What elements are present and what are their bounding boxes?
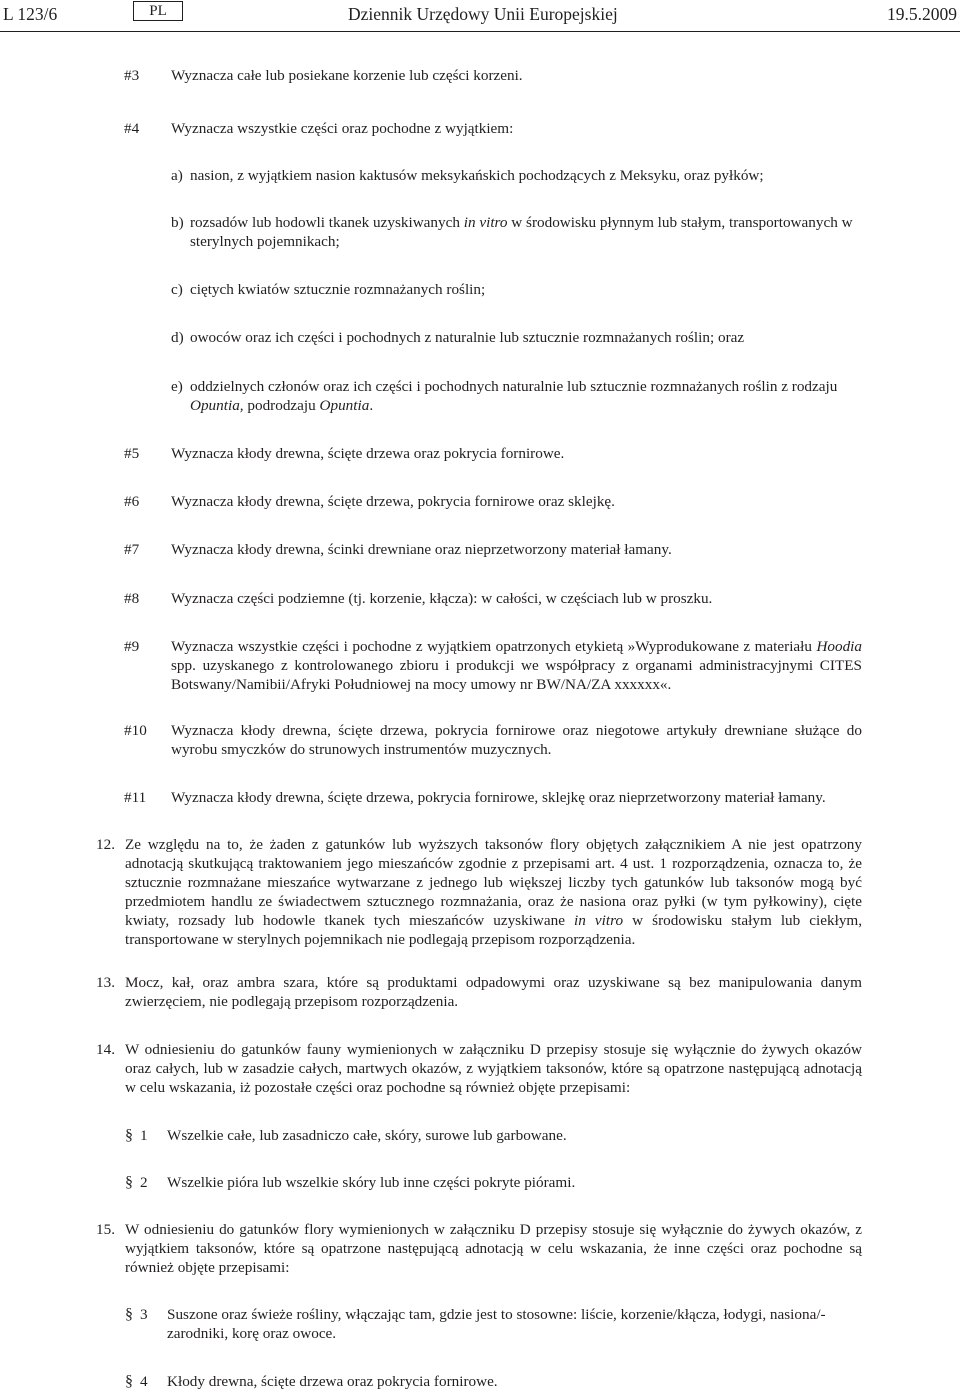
section-symbol: § [125,1373,133,1390]
section-number: 1 [140,1127,148,1144]
section-number: 2 [140,1174,148,1191]
sub-item-label: d) [171,329,184,346]
annotation-code: #5 [124,445,140,462]
paragraph-text: Ze względu na to, że żaden z gatunków lub wyższych taksonów flory objętych załącznikiem A nie jest opatrzony adnotacją skutkującą traktowaniem jego mieszańców zgodnie z przepisami art. 4 ust. 1 rozporządzenia, oznacza to, że sztucznie rozmnażane mieszańce wytwarzane z jednego lub większej liczby tych gatunków lub taksonów mogą być przedmiotem handlu ze świadectwem sztucznego rozmnażania, oraz że nasiona oraz pyłki (w tym pyłkowiny), cięte kwiaty, rozsady lub hodowle tkanek tych mieszańców uzyskiwane in vitro w środowisku stałym lub ciekłym, transportowane w sterylnych pojemnikach nie podlegają przepisom rozporządzenia. [125,836,863,948]
annotation-code: #10 [124,722,147,739]
annotation-code: #6 [124,493,140,510]
paragraph-number: 15. [96,1221,115,1238]
annotation-text: Wyznacza wszystkie części i pochodne z wyjątkiem opatrzonych etykietą »Wyprodukowane z materiału Hoodia spp. uzyskanego z kontrolowanego zbioru i produkcji we współpracy z organami administracyjnymi CITES Botswany/Namibii/Afryki Południowej na mocy umowy nr BW/NA/ZA xxxxxx«. [171,638,862,693]
publication-date: 19.5.2009 [887,4,957,24]
journal-title: Dziennik Urzędowy Unii Europejskiej [348,4,618,24]
page-reference: L 123/6 [3,4,58,24]
page-header [0,0,960,32]
header-rule [0,31,960,32]
sub-item-label: e) [171,378,183,395]
sub-item-text: rozsadów lub hodowli tkanek uzyskiwanych in vitro w środowisku płynnym lub stałym, transportowanych w sterylnych pojemnikach; [190,214,853,250]
section-number: 3 [140,1306,148,1323]
section-symbol: § [125,1306,133,1323]
annotation-text: Wyznacza całe lub posiekane korzenie lub części korzeni. [171,67,523,84]
annotation-text: Wyznacza kłody drewna, ścięte drzewa oraz pokrycia fornirowe. [171,445,565,462]
section-text: Wszelkie pióra lub wszelkie skóry lub inne części pokryte piórami. [167,1174,576,1191]
language-box: PL [133,1,183,21]
sub-item-label: c) [171,281,183,298]
paragraph-text: Mocz, kał, oraz ambra szara, które są produktami odpadowymi oraz uzyskiwane są bez manipulowania danym zwierzęciem, nie podlegają przepisom rozporządzenia. [125,974,862,1010]
sub-item-label: b) [171,214,184,231]
sub-item-text: ciętych kwiatów sztucznie rozmnażanych roślin; [190,281,486,298]
annotation-text: Wyznacza wszystkie części oraz pochodne z wyjątkiem: [171,120,514,137]
paragraph-number: 13. [96,974,115,991]
annotation-code: #8 [124,590,140,607]
annotation-text: Wyznacza kłody drewna, ścięte drzewa, pokrycia fornirowe, sklejkę oraz nieprzetworzony materiał łamany. [171,789,826,806]
sub-item-text: nasion, z wyjątkiem nasion kaktusów meksykańskich pochodzących z Meksyku, oraz pyłków; [190,167,764,184]
section-number: 4 [140,1373,148,1390]
annotation-text: Wyznacza kłody drewna, ścięte drzewa, pokrycia fornirowe oraz niegotowe artykuły drewniane służące do wyrobu smyczków do strunowych instrumentów muzycznych. [171,722,862,758]
annotation-code: #9 [124,638,140,655]
paragraph-number: 12. [96,836,115,853]
annotation-text: Wyznacza kłody drewna, ścinki drewniane oraz nieprzetworzony materiał łamany. [171,541,672,558]
annotation-text: Wyznacza części podziemne (tj. korzenie, kłącza): w całości, w częściach lub w proszku. [171,590,713,607]
paragraph-number: 14. [96,1041,115,1058]
section-text: Suszone oraz świeże rośliny, włączając tam, gdzie jest to stosowne: liście, korzenie/kłącza, łodygi, nasiona/-zarodniki, korę oraz owoce. [167,1306,826,1342]
annotation-text: Wyznacza kłody drewna, ścięte drzewa, pokrycia fornirowe oraz sklejkę. [171,493,615,510]
annotation-code: #4 [124,120,140,137]
sub-item-text: oddzielnych członów oraz ich części i pochodnych naturalnie lub sztucznie rozmnażanych roślin z rodzaju Opuntia, podrodzaju Opuntia. [190,378,838,414]
section-text: Kłody drewna, ścięte drzewa oraz pokrycia fornirowe. [167,1373,498,1390]
paragraph-text: W odniesieniu do gatunków fauny wymienionych w załączniku D przepisy stosuje się wyłącznie do żywych okazów oraz całych, lub w zasadzie całych, martwych okazów, z wyjątkiem taksonów, które są opatrzone następującą adnotacją w celu wskazania, iż pozostałe części oraz pochodne są również objęte przepisami: [125,1041,862,1096]
section-symbol: § [125,1127,133,1144]
paragraph-text: W odniesieniu do gatunków flory wymienionych w załączniku D przepisy stosuje się wyłącznie do żywych okazów, z wyjątkiem taksonów, które są opatrzone następującą adnotacją w celu wskazania, że inne części oraz pochodne są również objęte przepisami: [125,1221,862,1276]
annotation-code: #7 [124,541,140,558]
annotation-code: #11 [124,789,147,806]
section-symbol: § [125,1174,133,1191]
sub-item-text: owoców oraz ich części i pochodnych z naturalnie lub sztucznie rozmnażanych roślin; oraz [190,329,745,346]
sub-item-label: a) [171,167,183,184]
annotation-code: #3 [124,67,140,84]
section-text: Wszelkie całe, lub zasadniczo całe, skóry, surowe lub garbowane. [167,1127,567,1144]
